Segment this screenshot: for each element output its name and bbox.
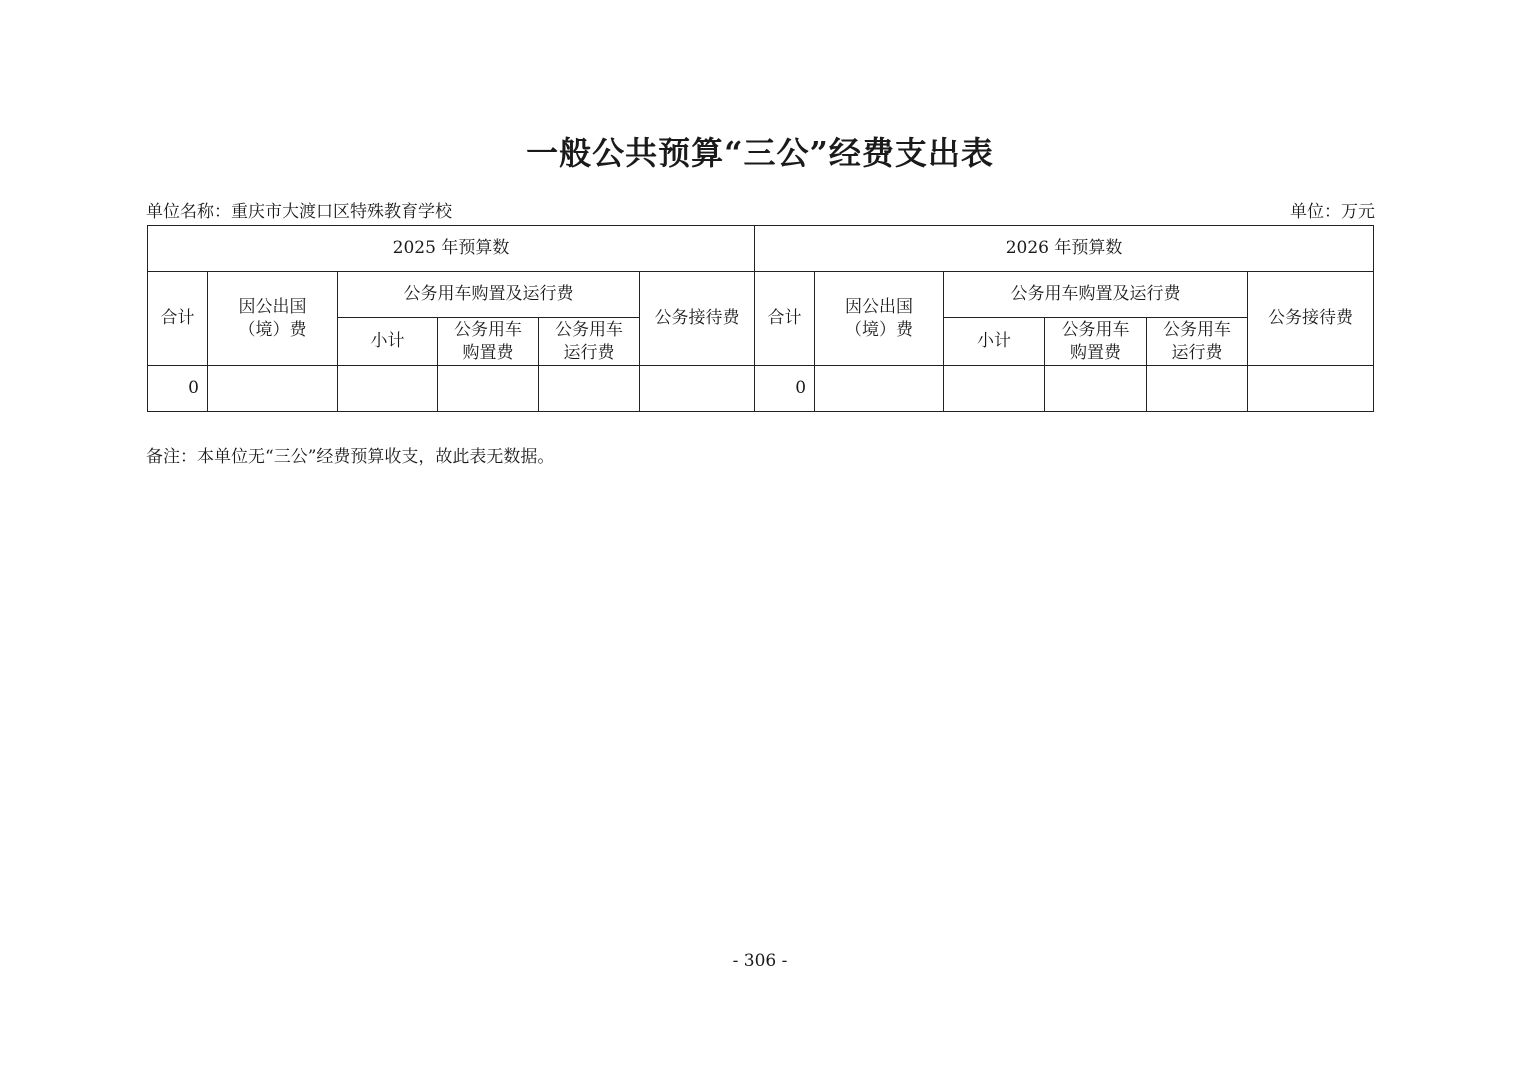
page-title: 一般公共预算“三公”经费支出表 — [526, 134, 994, 172]
header-operation-2025 — [539, 318, 640, 366]
cell-purchase-2025 — [438, 366, 539, 412]
header-operation-line1: 公务用车 — [555, 319, 623, 340]
header-operation-line1: 公务用车 — [1163, 319, 1232, 340]
cell-overseas-2025 — [208, 366, 338, 412]
header-total-2025: 合计 — [148, 272, 208, 366]
header-overseas-line2: （境）费 — [845, 319, 914, 340]
header-purchase-line2: 购置费 — [462, 342, 514, 363]
header-subtotal-2025: 小计 — [338, 318, 438, 366]
header-operation-2026 — [1147, 318, 1248, 366]
header-overseas-2026 — [815, 272, 944, 366]
header-purchase-line1: 公务用车 — [454, 319, 522, 340]
header-reception-2025: 公务接待费 — [640, 272, 755, 366]
group-header-2026: 2026 年预算数 — [755, 226, 1374, 272]
header-operation-line2: 运行费 — [1171, 342, 1223, 363]
footnote: 备注：本单位无“三公”经费预算收支，故此表无数据。 — [146, 447, 555, 467]
column-header-row — [148, 272, 1374, 318]
header-purchase-2026 — [1045, 318, 1147, 366]
header-overseas-line1: 因公出国 — [238, 296, 307, 317]
header-overseas-line2: （境）费 — [238, 319, 307, 340]
cell-subtotal-2026 — [944, 366, 1045, 412]
group-header-2025: 2025 年预算数 — [148, 226, 755, 272]
header-vehicle-2026: 公务用车购置及运行费 — [944, 272, 1248, 318]
three-public-expenses-table — [147, 225, 1374, 412]
table-row — [148, 366, 1374, 412]
unit-name: 单位名称：重庆市大渡口区特殊教育学校 — [146, 202, 452, 222]
header-operation-line2: 运行费 — [563, 342, 615, 363]
currency-unit: 单位：万元 — [1290, 202, 1375, 222]
header-purchase-line1: 公务用车 — [1061, 319, 1130, 340]
cell-total-2025: 0 — [148, 366, 208, 412]
header-overseas-2025 — [208, 272, 338, 366]
header-total-2026: 合计 — [755, 272, 815, 366]
cell-purchase-2026 — [1045, 366, 1147, 412]
header-purchase-2025 — [438, 318, 539, 366]
header-reception-2026: 公务接待费 — [1248, 272, 1374, 366]
cell-operation-2025 — [539, 366, 640, 412]
header-overseas-line1: 因公出国 — [845, 296, 914, 317]
cell-total-2026: 0 — [755, 366, 815, 412]
cell-operation-2026 — [1147, 366, 1248, 412]
page-number: - 306 - — [732, 951, 788, 971]
header-subtotal-2026: 小计 — [944, 318, 1045, 366]
cell-subtotal-2025 — [338, 366, 438, 412]
cell-reception-2026 — [1248, 366, 1374, 412]
cell-overseas-2026 — [815, 366, 944, 412]
cell-reception-2025 — [640, 366, 755, 412]
header-purchase-line2: 购置费 — [1070, 342, 1122, 363]
group-header-row — [148, 226, 1374, 272]
header-vehicle-2025: 公务用车购置及运行费 — [338, 272, 640, 318]
